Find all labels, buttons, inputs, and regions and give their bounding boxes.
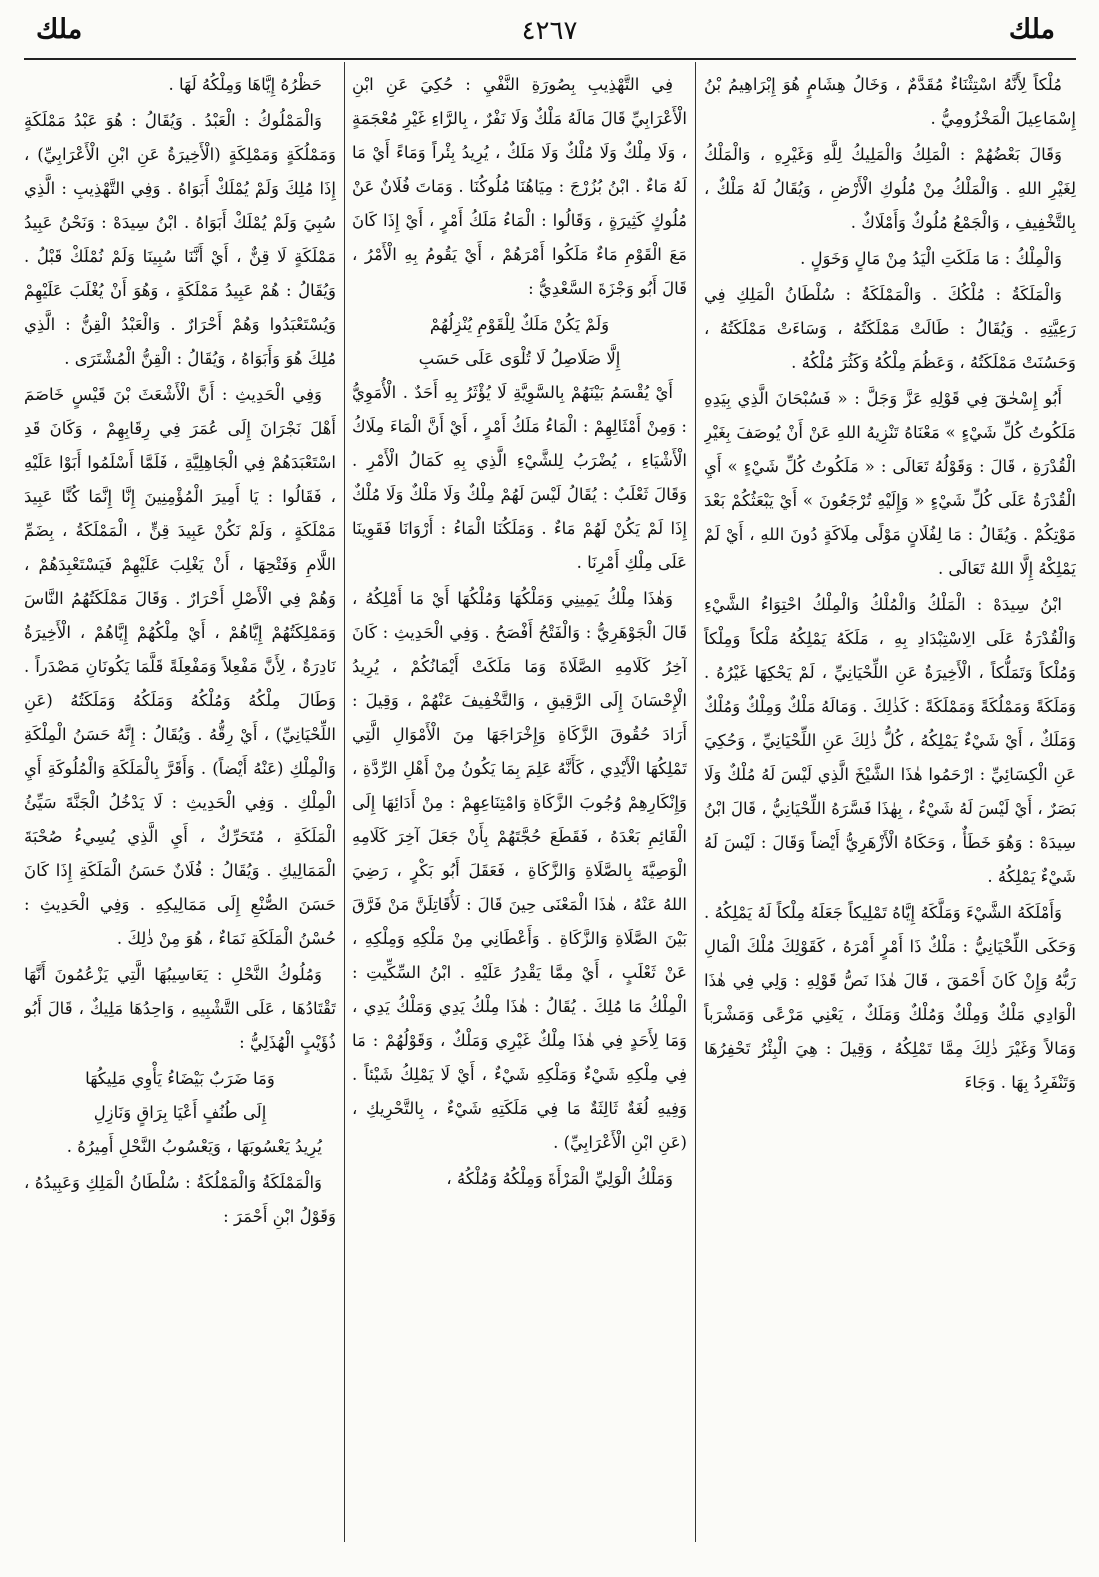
column-left [24,68,336,1548]
paragraph: فِي التَّهْذِيبِ بِصُورَةِ النَّفْيِ : حُكِيَ عَنِ ابْنِ الْأَعْرَابِيِّ قَالَ مَالَهُ مَلْكٌ وَلَا نَفْرٌ ، بِالرَّاءِ غَيْرِ مُعْجَمَةٍ ، وَلَا مِلْكٌ وَلَا مُلْكٌ وَلَا مَلَكٌ ، يُرِيدُ بِئْراً وَمَاءً أَيْ مَا لَهُ مَاءٌ . ابْنُ بُزُرْجَ : مِيَاهُنَا مُلُوكُنَا . وَمَاتَ فُلَانٌ عَنْ مُلُوكٍ كَثِيرَةٍ ، وَقَالُوا : الْمَاءُ مَلَكُ أَمْرٍ ، أَيْ إِذَا كَانَ مَعَ الْقَوْمِ مَاءٌ مَلَكُوا أَمْرَهُمْ ، أَيْ يَقُومُ بِهِ الْأَمْرُ ، قَالَ أَبُو وَجْزَةَ السَّعْدِيُّ : [352,75,687,298]
paragraph: وَفِي الْحَدِيثِ : أَنَّ الْأَشْعَثَ بْنَ قَيْسٍ خَاصَمَ أَهْلَ نَجْرَانَ إِلَى عُمَرَ فِي رِقَابِهِمْ ، وَكَانَ قَدِ اسْتَعْبَدَهُمْ فِي الْجَاهِلِيَّةِ ، فَلَمَّا أَسْلَمُوا أَبَوْا عَلَيْهِ ، فَقَالُوا : يَا أَمِيرَ الْمُؤْمِنِينَ إِنَّا إِنَّمَا كُنَّا عَبِيدَ مَمْلَكَةٍ ، وَلَمْ نَكُنْ عَبِيدَ قِنٍّ ، الْمَمْلَكَةُ ، بِضَمِّ اللَّامِ وَفَتْحِهَا ، أَنْ يَغْلِبَ عَلَيْهِمْ فَيَسْتَعْبِدَهُمْ ، وَهُمْ فِي الْأَصْلِ أَحْرَارٌ . وَقَالَ مَمْلَكَتُهُمُ النَّاسَ وَمَمْلِكَتُهُمْ إِيَّاهُمْ ، أَيْ مِلْكُهُمْ إِيَّاهُمْ ، الْأَخِيرَةُ نَادِرَةٌ ، لِأَنَّ مَفْعِلاً وَمَفْعِلَةً قَلَّمَا يَكُونَانِ مَصْدَراً . وَطَالَ مِلْكُهُ وَمُلْكُهُ وَمَلَكُهُ وَمَلَكَتُهُ (عَنِ اللِّحْيَانِيِّ) ، أَيْ رِقُّهُ . وَيُقَالُ : إِنَّهُ حَسَنُ الْمِلْكَةِ وَالْمِلْكِ (عَنْهُ أَيْضاً) . وَأَقَرَّ بِالْمَلَكَةِ وَالْمُلُوكَةِ أَيِ الْمِلْكِ . وَفِي الْحَدِيثِ : لَا يَدْخُلُ الْجَنَّةَ سَيِّئُ الْمَلَكَةِ ، مُتَحَرِّكٌ ، أَيِ الَّذِي يُسِيءُ صُحْبَةَ الْمَمَالِيكِ . وَيُقَالُ : فُلَانٌ حَسَنُ الْمَلَكَةِ إِذَا كَانَ حَسَنَ الصُّنْعِ إِلَى مَمَالِيكِهِ . وَفِي الْحَدِيثِ : حُسْنُ الْمَلَكَةِ نَمَاءٌ ، هُوَ مِنْ ذٰلِكَ . [24,385,336,948]
header-word-left: ملك [36,14,83,45]
page-number: ٤٢٦٧ [521,16,578,46]
paragraph: وَقَالَ بَعْضُهُمْ : الْمَلِكُ وَالْمَلِيكُ لِلَّهِ وَغَيْرِهِ ، وَالْمَلْكُ لِغَيْرِ اللهِ . وَالْمَلْكُ مِنْ مُلُوكِ الْأَرْضِ ، وَيُقَالُ لَهُ مَلْكٌ ، بِالتَّخْفِيفِ ، وَالْجَمْعُ مُلُوكٌ وَأَمْلَاكٌ . [704,145,1076,232]
paragraph: وَأَمْلَكَهُ الشَّيْءَ وَمَلَّكَهُ إِيَّاهُ تَمْلِيكاً جَعَلَهُ مِلْكاً لَهُ يَمْلِكُهُ . وَحَكَى اللِّحْيَانِيُّ : مَلْكٌ ذَا أَمْرٍ أَمْرَهُ ، كَقَوْلِكَ مُلْكَ الْمَالِ رَبُّهُ وَإِنْ كَانَ أَحْمَقَ ، قَالَ هٰذَا نَصُّ قَوْلِهِ : وَلِي فِي هٰذَا الْوَادِي مَلْكٌ وَمِلْكٌ وَمُلْكٌ وَمَلَكٌ ، يَعْنِي مَرْعًى وَمَشْرَباً وَمَالاً وَغَيْرَ ذٰلِكَ مِمَّا تَمْلِكُهُ ، وَقِيلَ : هِيَ الْبِئْرُ تَحْفِرُهَا وَتَنْفَرِدُ بِهَا . وَجَاءَ [704,903,1076,1092]
paragraph: أَيْ يُقْسَمُ بَيْنَهُمْ بِالسَّوِيَّةِ لَا يُؤْثَرُ بِهِ أَحَدٌ . الْأُمَوِيُّ : وَمِنْ أَمْثَالِهِمْ : الْمَاءُ مَلَكُ أَمْرٍ ، أَيْ أَنَّ الْمَاءَ مِلَاكُ الْأَشْيَاءِ ، يُضْرَبُ لِلشَّيْءِ الَّذِي بِهِ كَمَالُ الْأَمْرِ . وَقَالَ ثَعْلَبٌ : يُقَالُ لَيْسَ لَهُمْ مِلْكٌ وَلَا مَلْكٌ وَلَا مُلْكٌ إِذَا لَمْ يَكُنْ لَهُمْ مَاءٌ . وَمَلَكُنَا الْمَاءُ : أَرْوَانَا فَقَوِينَا عَلَى مِلْكِ أَمْرِنَا . [352,383,687,572]
verse-line: وَمَا ضَرَبٌ بَيْضَاءُ يَأْوِي مَلِيكُهَا [85,1069,275,1088]
column-divider [344,62,345,1542]
verse-line: إِلَّا صَلَاصِلُ لَا تُلْوَى عَلَى حَسَبِ [418,349,621,368]
header-word-right: ملك [1008,14,1055,45]
header-rule [24,58,1076,60]
paragraph: أَبُو إِسْحٰقَ فِي قَوْلِهِ عَزَّ وَجَلَّ : « فَسُبْحَانَ الَّذِي بِيَدِهِ مَلَكُوتُ كُلِّ شَيْءٍ » مَعْنَاهُ تَنْزِيهُ اللهِ عَنْ أَنْ يُوصَفَ بِغَيْرِ الْقُدْرَةِ ، قَالَ : وَقَوْلُهُ تَعَالَى : « مَلَكُوتُ كُلِّ شَيْءٍ » أَيِ الْقُدْرَةُ عَلَى كُلِّ شَيْءٍ « وَإِلَيْهِ تُرْجَعُونَ » أَيْ يَبْعَثُكُمْ بَعْدَ مَوْتِكُمْ . وَيُقَالُ : مَا لِفُلَانٍ مَوْلًى مِلَاكَةٍ دُونَ اللهِ ، أَيْ لَمْ يَمْلِكْهُ إِلَّا اللهُ تَعَالَى . [704,389,1076,578]
paragraph: وَالْمِلْكُ : مَا مَلَكَتِ الْيَدُ مِنْ مَالٍ وَخَوَلٍ . [800,249,1062,268]
paragraph: وَمَلْكُ الْوَلِيِّ الْمَرْأَةَ وَمِلْكُهُ وَمُلْكُهُ ، [446,1169,673,1188]
paragraph: حَظْرُهُ إِيَّاهَا وَمِلْكُهُ لَهَا . [168,75,322,94]
verse-line: إِلَى طُنُفٍ أَعْيَا بِرَاقٍ وَنَازِلِ [93,1103,267,1122]
column-middle [352,68,687,1548]
paragraph: يُرِيدُ يَعْسُوبَهَا ، وَيَعْسُوبُ النَّحْلِ أَمِيرُهُ . [66,1137,322,1156]
paragraph: مُلْكاً لِأَنَّهُ اسْتِثْنَاءٌ مُقَدَّمٌ ، وَخَالُ هِشَامٍ هُوَ إِبْرَاهِيمُ بْنُ إِسْمَاعِيلَ الْمَخْزُومِيُّ . [704,75,1076,128]
paragraph: وَالْمَلَكَةُ : مُلْكُكَ . وَالْمَمْلَكَةُ : سُلْطَانُ الْمَلِكِ فِي رَعِيَّتِهِ . وَيُقَالُ : طَالَتْ مَمْلَكَتُهُ ، وَسَاءَتْ مَمْلَكَتُهُ ، وَحَسُنَتْ مَمْلَكَتُهُ ، وَعَظُمَ مِلْكُهُ وَكَثُرَ مُلْكُهُ . [704,285,1076,372]
column-right [704,68,1076,1548]
paragraph: وَمُلُوكُ النَّحْلِ : يَعَاسِيبُهَا الَّتِي يَزْعُمُونَ أَنَّهَا تَقْتَادُهَا ، عَلَى التَّشْبِيهِ ، وَاحِدُهَا مَلِيكٌ ، قَالَ أَبُو ذُؤَيْبٍ الْهُذَلِيُّ : [24,965,336,1052]
verse-line: وَلَمْ يَكُنْ مَلَكٌ لِلْقَوْمِ يُنْزِلُهُمْ [429,315,610,334]
paragraph: وَهٰذَا مِلْكُ يَمِينِي وَمَلْكُهَا وَمُلْكُهَا أَيْ مَا أَمْلِكُهُ ، قَالَ الْجَوْهَرِيُّ : وَالْفَتْحُ أَفْصَحُ . وَفِي الْحَدِيثِ : كَانَ آخِرُ كَلَامِهِ الصَّلَاةَ وَمَا مَلَكَتْ أَيْمَانُكُمْ ، يُرِيدُ الْإِحْسَانَ إِلَى الرَّقِيقِ ، وَالتَّخْفِيفَ عَنْهُمْ ، وَقِيلَ : أَرَادَ حُقُوقَ الزَّكَاةِ وَإِخْرَاجَهَا مِنَ الْأَمْوَالِ الَّتِي تَمْلِكُهَا الْأَيْدِي ، كَأَنَّهُ عَلِمَ بِمَا يَكُونُ مِنْ أَهْلِ الرِّدَّةِ ، وَإِنْكَارِهِمْ وُجُوبَ الزَّكَاةِ وَامْتِنَاعِهِمْ : مِنْ أَدَائِهَا إِلَى الْقَائِمِ بَعْدَهُ ، فَقَطَعَ حُجَّتَهُمْ بِأَنْ جَعَلَ آخِرَ كَلَامِهِ الْوَصِيَّةَ بِالصَّلَاةِ وَالزَّكَاةِ ، فَعَقَلَ أَبُو بَكْرٍ ، رَضِيَ اللهُ عَنْهُ ، هٰذَا الْمَعْنَى حِينَ قَالَ : لَأُقَاتِلَنَّ مَنْ فَرَّقَ بَيْنَ الصَّلَاةِ وَالزَّكَاةِ . وَأَعْطَانِي مِنْ مَلْكِهِ وَمِلْكِهِ ، عَنْ ثَعْلَبٍ ، أَيْ مِمَّا يَقْدِرُ عَلَيْهِ . ابْنُ السِّكِّيتِ : الْمِلْكُ مَا مُلِكَ . يُقَالُ : هٰذَا مِلْكُ يَدِي وَمَلْكُ يَدِي ، وَمَا لِأَحَدٍ فِي هٰذَا مِلْكٌ غَيْرِي وَمَلْكٌ ، وَقَوْلُهُمْ : مَا فِي مِلْكِهِ شَيْءٌ وَمَلْكِهِ شَيْءٌ ، أَيْ لَا يَمْلِكُ شَيْئاً . وَفِيهِ لُغَةٌ ثَالِثَةٌ مَا فِي مَلَكَتِهِ شَيْءٌ ، بِالتَّحْرِيكِ ، (عَنِ ابْنِ الْأَعْرَابِيِّ) . [352,589,687,1152]
column-divider [695,62,696,1542]
paragraph: وَالْمَمْلُوكُ : الْعَبْدُ . وَيُقَالُ : هُوَ عَبْدُ مَمْلَكَةٍ وَمَمْلُكَةٍ وَمَمْلِكَةٍ (الْأَخِيرَةُ عَنِ ابْنِ الْأَعْرَابِيِّ) ، إِذَا مُلِكَ وَلَمْ يُمْلَكْ أَبَوَاهُ . وَفِي التَّهْذِيبِ : الَّذِي سُبِيَ وَلَمْ يُمْلَكْ أَبَوَاهُ . ابْنُ سِيدَهْ : وَنَحْنُ عَبِيدُ مَمْلَكَةٍ لَا قِنٌّ ، أَيْ أَنَّنَا سُبِينَا وَلَمْ نُمْلَكْ قَبْلُ . وَيُقَالُ : هُمْ عَبِيدُ مَمْلَكَةٍ ، وَهُوَ أَنْ يُغْلَبَ عَلَيْهِمْ وَيُسْتَعْبَدُوا وَهُمْ أَحْرَارٌ . وَالْعَبْدُ الْقِنُّ : الَّذِي مُلِكَ هُوَ وَأَبَوَاهُ ، وَيُقَالُ : الْقِنُّ الْمُشْتَرَى . [24,111,336,368]
paragraph: وَالْمَمْلَكَةُ وَالْمَمْلُكَةُ : سُلْطَانُ الْمَلِكِ وَعَبِيدُهُ ، وَقَوْلُ ابْنِ أَحْمَرَ : [24,1173,336,1226]
paragraph: ابْنُ سِيدَهْ : الْمَلْكُ وَالْمُلْكُ وَالْمِلْكُ احْتِوَاءُ الشَّيْءِ وَالْقُدْرَةُ عَلَى الِاسْتِبْدَادِ بِهِ ، مَلَكَهُ يَمْلِكُهُ مَلْكاً وَمِلْكاً وَمُلْكاً وَتَمَلُّكاً ، الْأَخِيرَةُ عَنِ اللِّحْيَانِيِّ ، لَمْ يَحْكِهَا غَيْرُهُ . وَمَلَكَةً وَمَمْلُكَةً وَمَمْلَكَةً : كَذٰلِكَ . وَمَالَهُ مَلْكٌ وَمِلْكٌ وَمُلْكٌ وَمَلَكٌ ، أَيْ شَيْءٌ يَمْلِكُهُ ، كُلُّ ذٰلِكَ عَنِ اللِّحْيَانِيِّ ، وَحُكِيَ عَنِ الْكِسَائِيِّ : ارْحَمُوا هٰذَا الشَّيْخَ الَّذِي لَيْسَ لَهُ مُلْكٌ وَلَا بَصَرٌ ، أَيْ لَيْسَ لَهُ شَيْءٌ ، بِهٰذَا فَسَّرَهُ اللِّحْيَانِيُّ ، قَالَ ابْنُ سِيدَهْ : وَهُوَ خَطَأٌ ، وَحَكَاهُ الْأَزْهَرِيُّ أَيْضاً وَقَالَ : لَيْسَ لَهُ شَيْءٌ يَمْلِكُهُ . [704,595,1076,886]
